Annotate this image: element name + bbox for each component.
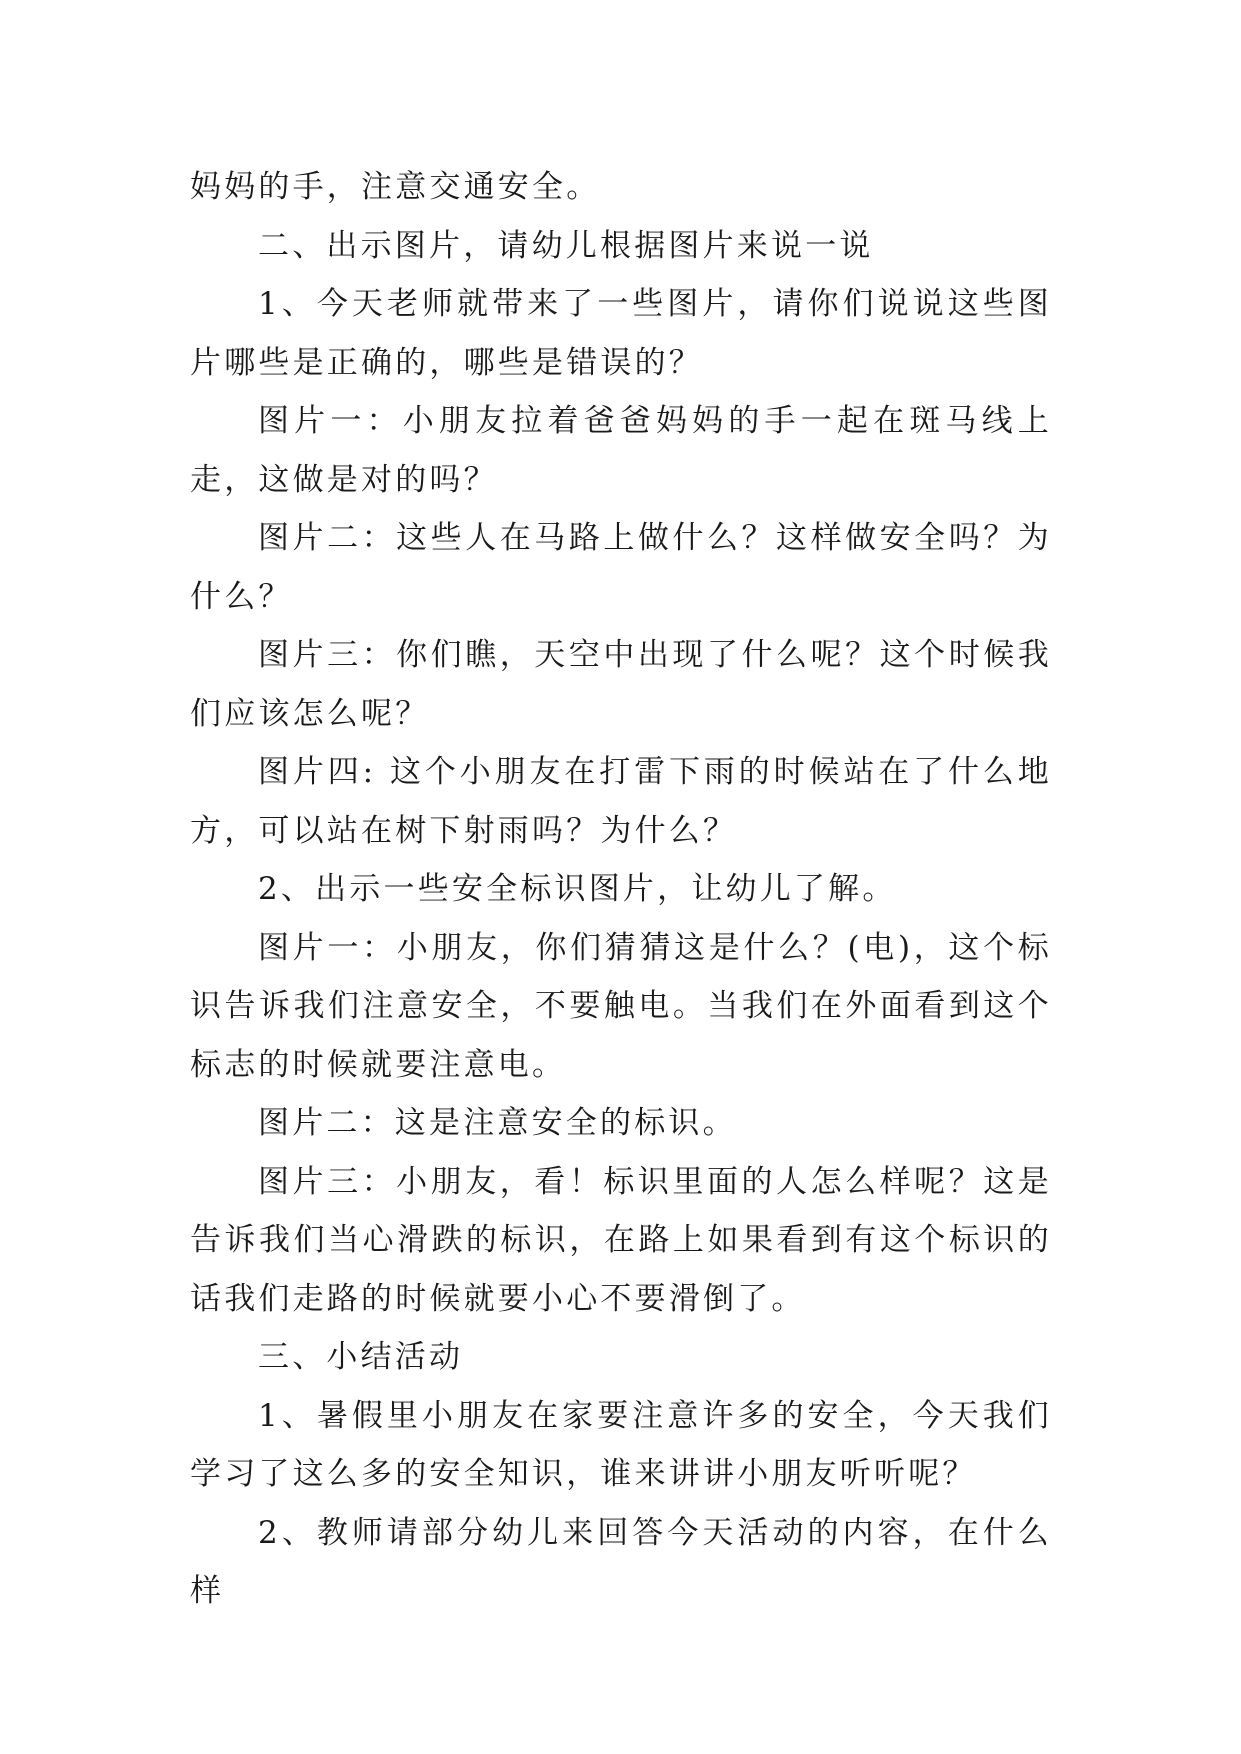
paragraph-14: 2、教师请部分幼儿来回答今天活动的内容，在什么样 <box>190 1514 1052 1609</box>
paragraph-5: 图片二：这些人在马路上做什么？这样做安全吗？为什么？ <box>190 520 1052 615</box>
document-body <box>190 158 1052 1621</box>
paragraph-9: 图片一：小朋友，你们猜猜这是什么？(电)，这个标识告诉我们注意安全，不要触电。当我们在外面看到这个标志的时候就要注意电。 <box>190 929 1052 1083</box>
paragraph-4: 图片一：小朋友拉着爸爸妈妈的手一起在斑马线上走，这做是对的吗？ <box>190 403 1052 498</box>
section-heading-12: 三、小结活动 <box>258 1339 464 1375</box>
paragraph-6: 图片三：你们瞧，天空中出现了什么呢？这个时候我们应该怎么呢？ <box>190 637 1052 732</box>
paragraph-1: 妈妈的手，注意交通安全。 <box>190 169 601 205</box>
paragraph-13: 1、暑假里小朋友在家要注意许多的安全，今天我们学习了这么多的安全知识，谁来讲讲小朋友听听呢？ <box>190 1397 1052 1492</box>
paragraph-8: 2、出示一些安全标识图片，让幼儿了解。 <box>258 871 897 907</box>
paragraph-3: 1、今天老师就带来了一些图片，请你们说说这些图片哪些是正确的，哪些是错误的？ <box>190 286 1052 381</box>
section-heading-2: 二、出示图片，请幼儿根据图片来说一说 <box>258 227 874 264</box>
paragraph-10: 图片二：这是注意安全的标识。 <box>258 1105 737 1141</box>
paragraph-7: 图片四: 这个小朋友在打雷下雨的时候站在了什么地方，可以站在树下射雨吗？为什么？ <box>190 754 1052 849</box>
paragraph-11: 图片三：小朋友，看！标识里面的人怎么样呢？这是告诉我们当心滑跌的标识，在路上如果看到有这个标识的话我们走路的时候就要小心不要滑倒了。 <box>190 1163 1052 1317</box>
